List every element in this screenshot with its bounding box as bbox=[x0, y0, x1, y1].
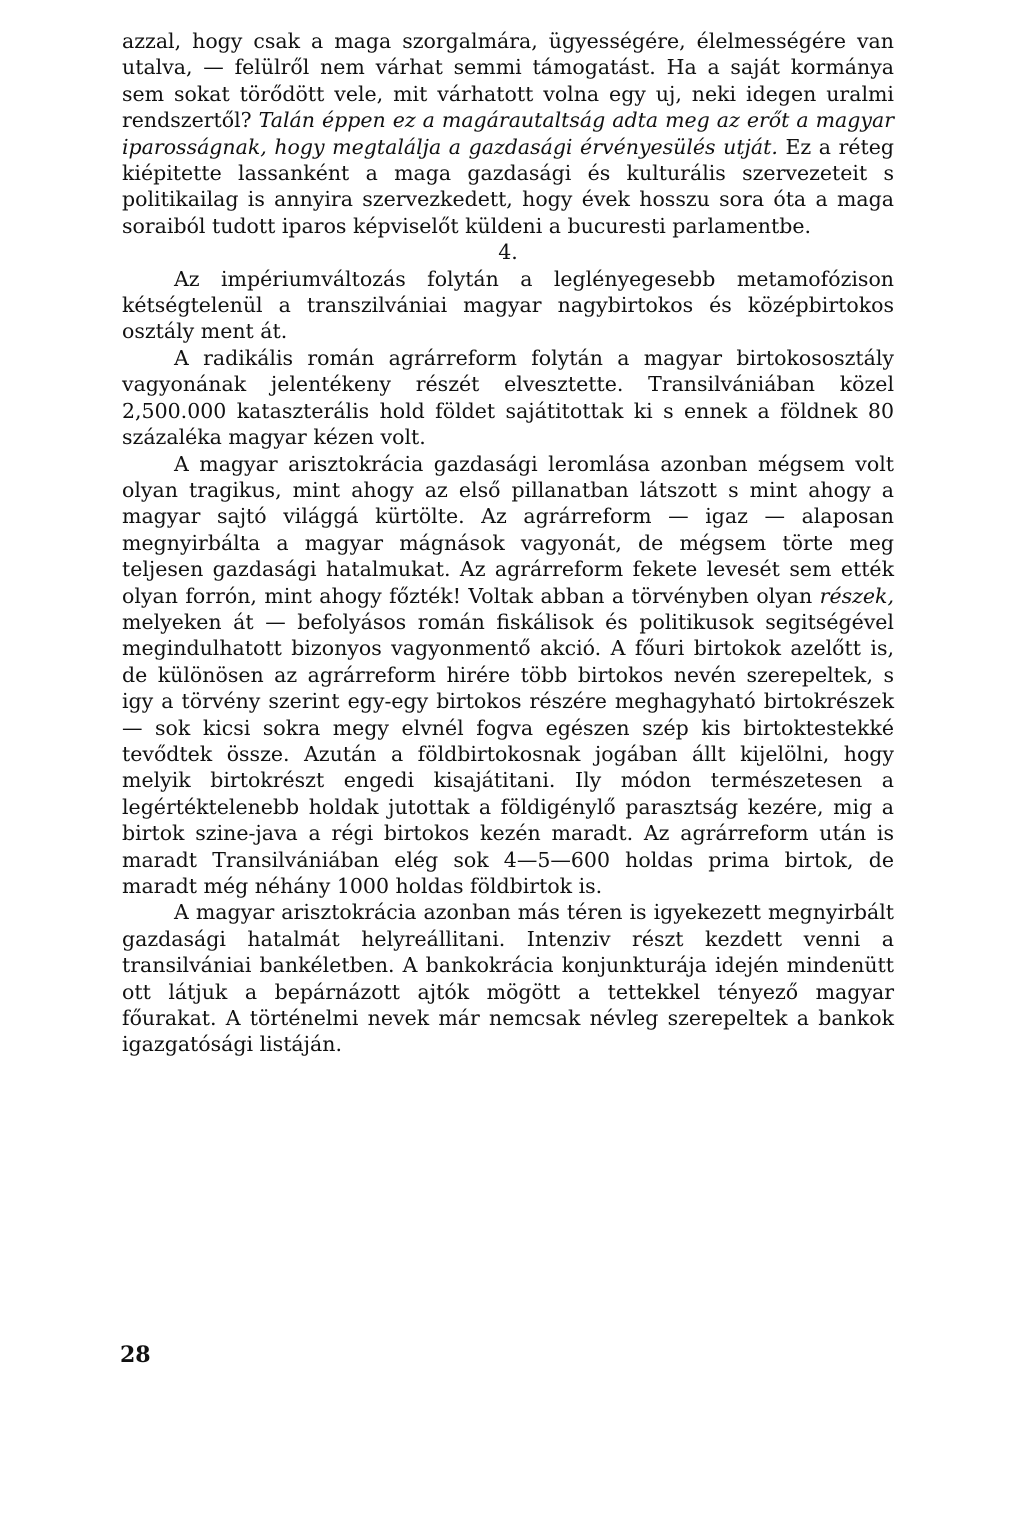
paragraph-1 bbox=[122, 28, 894, 239]
paragraph-4 bbox=[122, 451, 894, 900]
paragraph-3: A radikális román agrárreform folytán a magyar birtokososztály vagyonának jelentékeny részét elvesztette. Transilvániában közel 2,500.000 kataszterális hold földet sajátitottak ki s ennek a földnek 80 százaléka magyar kézen volt. bbox=[122, 345, 894, 450]
paragraph-4-italic: részek, bbox=[819, 583, 894, 608]
paragraph-2: Az impériumváltozás folytán a leglényegesebb metamofózison kétségtelenül a transzilvániai magyar nagybirtokos és középbirtokos osztály ment át. bbox=[122, 266, 894, 344]
paragraph-5: A magyar arisztokrácia azonban más téren is igyekezett megnyirbált gazdasági hatalmát helyreállitani. Intenziv részt kezdett venni a transilvániai bankéletben. A bankokrácia konjunkturája idején mindenütt ott látjuk a bepárnázott ajtók mögött a tettekkel tényező magyar főurakat. A történelmi nevek már nemcsak névleg szerepeltek a bankok igazgatósági listáján. bbox=[122, 900, 894, 1057]
paragraph-4-part-2: melyeken át — befolyásos román fiskálisok és politikusok segitségével megindulhatott bizonyos vagyonmentő akció. A főuri birtokok azelőtt is, de különösen az agrárreform hirére több birtokos nevén szerepeltek, s igy a törvény szerint egy-egy birtokos részére meghagyható birtokrészek — sok kicsi sokra megy elvnél fogva egészen szép kis birtoktestekké tevődtek össze. Azután a földbirtokosnak jogában állt kijelölni, hogy melyik birtokrészt engedi kisajátitani. Ily módon természetesen a legértéktelenebb holdak jutottak a földigénylő parasztság kezére, mig a birtok szine-java a régi birtokos kezén maradt. Az agrárreform után is maradt Transilvániában elég sok 4—5—600 holdas prima birtok, de maradt még néhány 1000 holdas földbirtok is. bbox=[122, 609, 894, 898]
section-number: 4. bbox=[498, 240, 518, 265]
paragraph-4-part-1: A magyar arisztokrácia gazdasági leromlása azonban mégsem volt olyan tragikus, mint ahogy az első pillanatban látszott s mint ahogy a magyar sajtó világgá kürtölte. Az agrárreform — igaz — alaposan megnyirbálta a magyar mágnások vagyonát, de mégsem törte meg teljesen gazdasági hatalmukat. Az agrárreform fekete levesét sem ették olyan forrón, mint ahogy főzték! Voltak abban a törvényben olyan bbox=[122, 451, 894, 608]
page-number: 28 bbox=[120, 1342, 151, 1368]
paragraph-1-italic: Talán éppen ez a magárautaltság adta meg az erőt a magyar iparosságnak, hogy megtalálja a gazdasági érvényesülés utját. bbox=[122, 108, 894, 159]
paragraph-1-part-2: Ez a réteg kiépitette lassanként a maga gazdasági és kulturális szervezeteit s politikailag is annyira szervezkedett, hogy évek hosszu sora óta a maga soraiból tudott iparos képviselőt küldeni a bucuresti parlamentbe. bbox=[122, 134, 894, 238]
page-body bbox=[122, 28, 894, 1058]
paragraph-1-part-1: azzal, hogy csak a maga szorgalmára, ügyességére, élelmességére van utalva, — felülről nem várhat semmi támogatást. Ha a saját kormánya sem sokat törődött vele, mit várhatott volna egy uj, neki idegen uralmi rendszertől? bbox=[122, 29, 894, 133]
